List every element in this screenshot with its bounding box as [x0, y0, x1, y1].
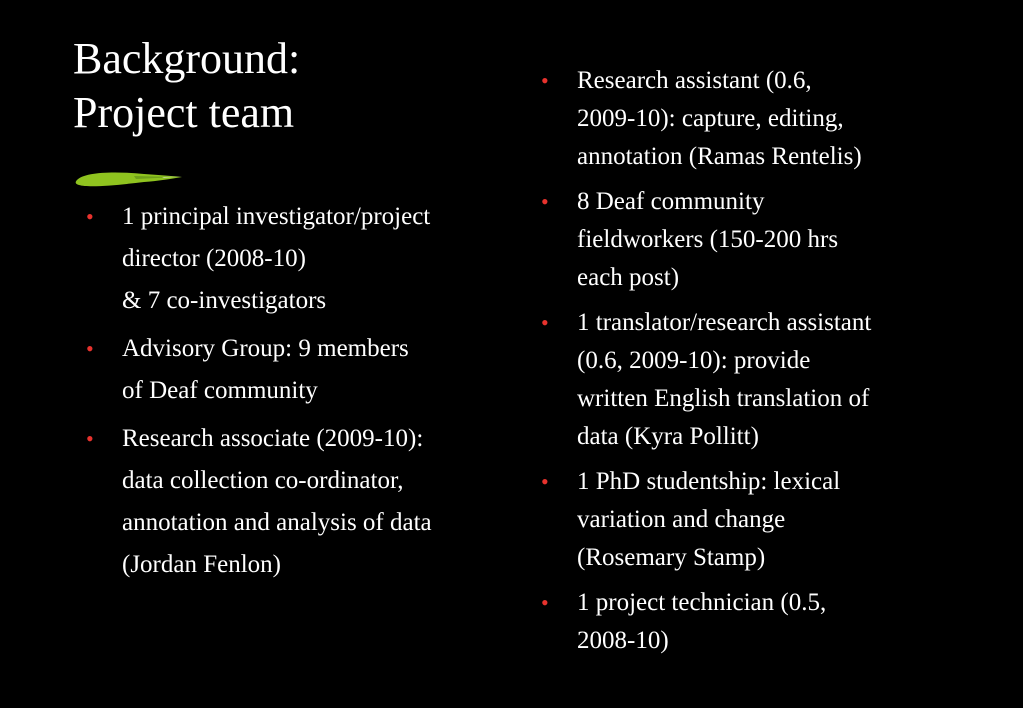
bullet-text-line: (Rosemary Stamp): [577, 544, 766, 571]
bullet-text-line: 1 PhD studentship: lexical: [577, 468, 841, 495]
bullet-text-line: of Deaf community: [122, 377, 318, 404]
bullet-text-line: director (2008-10): [122, 245, 306, 272]
bullet-text-line: fieldworkers (150-200 hrs: [577, 226, 839, 253]
bullet-text-line: (Jordan Fenlon): [122, 551, 281, 578]
bullet-text-line: 2009-10): capture, editing,: [577, 105, 844, 132]
bullet-text-line: 1 project technician (0.5,: [577, 589, 827, 616]
right-bullet-item: [541, 183, 971, 297]
bullet-text-line: annotation (Ramas Rentelis): [577, 143, 862, 170]
bullet-text-line: each post): [577, 264, 680, 291]
left-bullet-item: [86, 328, 526, 412]
bullet-text-line: (0.6, 2009-10): provide: [577, 347, 811, 374]
bullet-text-line: & 7 co-investigators: [122, 287, 327, 314]
bullet-text-line: Advisory Group: 9 members: [122, 335, 409, 362]
bullet-text-line: written English translation of: [577, 385, 870, 412]
green-brushstroke-decoration: [74, 168, 184, 190]
bullet-marker: •: [541, 469, 549, 494]
right-bullet-item: [541, 304, 971, 456]
slide-title-line-2: Project team: [73, 88, 295, 137]
left-bullet-list: [86, 196, 526, 592]
bullet-marker: •: [541, 189, 549, 214]
bullet-text-line: annotation and analysis of data: [122, 509, 432, 536]
right-bullet-list: [541, 62, 971, 667]
bullet-text-line: 1 principal investigator/project: [122, 203, 431, 230]
right-bullet-item: [541, 62, 971, 176]
bullet-text-line: 1 translator/research assistant: [577, 309, 872, 336]
bullet-marker: •: [86, 336, 94, 361]
bullet-text-line: 8 Deaf community: [577, 188, 765, 215]
bullet-text-line: data collection co-ordinator,: [122, 467, 404, 494]
bullet-text-line: data (Kyra Pollitt): [577, 423, 759, 450]
bullet-marker: •: [86, 204, 94, 229]
right-bullet-item: [541, 584, 971, 660]
bullet-marker: •: [541, 68, 549, 93]
right-bullet-item: [541, 463, 971, 577]
slide-title: [73, 32, 493, 140]
left-bullet-item: [86, 418, 526, 586]
bullet-marker: •: [541, 590, 549, 615]
bullet-text-line: Research assistant (0.6,: [577, 67, 812, 94]
left-bullet-item: [86, 196, 526, 322]
bullet-text-line: Research associate (2009-10):: [122, 425, 424, 452]
bullet-text-line: 2008-10): [577, 627, 669, 654]
bullet-marker: •: [541, 310, 549, 335]
slide-title-line-1: Background:: [73, 34, 301, 83]
bullet-marker: •: [86, 426, 94, 451]
bullet-text-line: variation and change: [577, 506, 786, 533]
